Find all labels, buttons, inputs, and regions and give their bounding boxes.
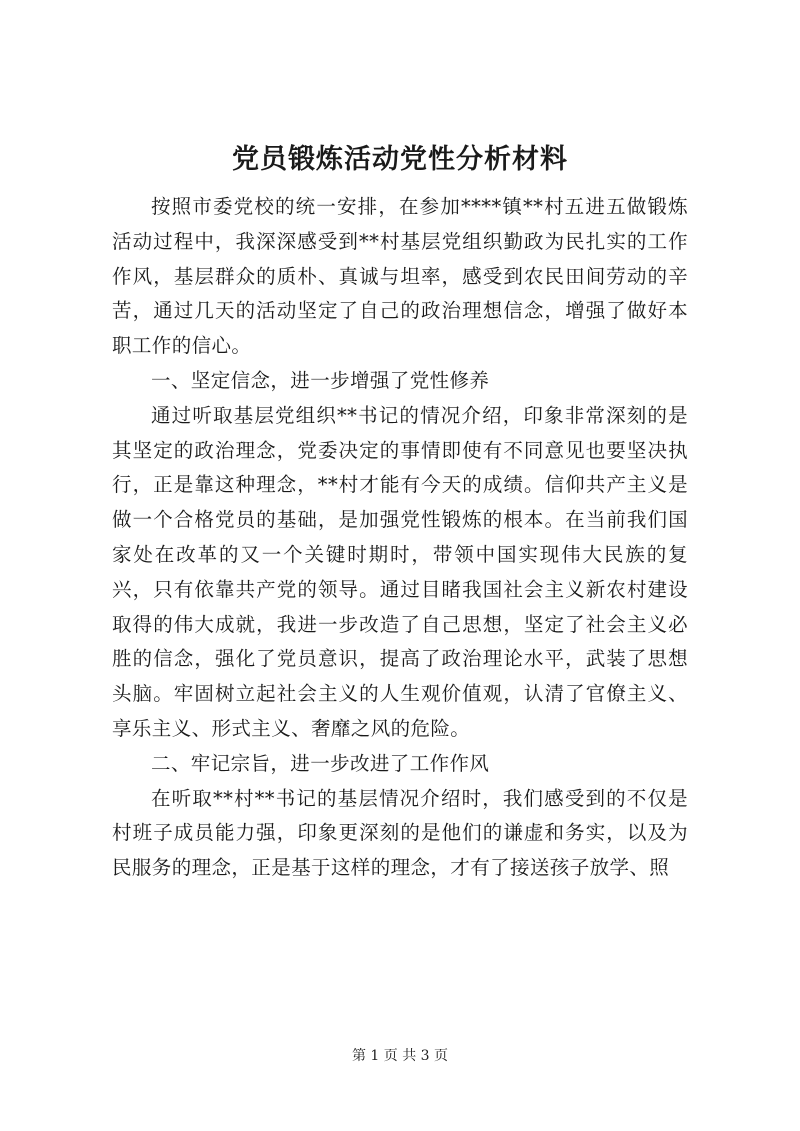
document-title: 党员锻炼活动党性分析材料 [232,144,568,175]
section-heading-1: 一、坚定信念，进一步增强了党性修养 [151,368,490,392]
paragraph-section-1: 通过听取基层党组织**书记的情况介绍，印象非常深刻的是其坚定的政治理念，党委决定的事情即使有不同意见也要坚决执行，正是靠这种理念，**村才能有今天的成绩。信仰共产主义是做一个合格党员的基础，是加强党性锻炼的根本。在当前我们国家处在改革的又一个关键时期时，带领中国实现伟大民族的复兴，只有依靠共产党的领导。通过目睹我国社会主义新农村建设取得的伟大成就，我进一步改造了自己思想，坚定了社会主义必胜的信念，强化了党员意识，提高了政治理论水平，武装了思想头脑。牢固树立起社会主义的人生观价值观，认清了官僚主义、享乐主义、形式主义、奢靡之风的危险。 [112,403,688,740]
page-number-footer: 第 1 页 共 3 页 [351,1048,449,1064]
section-heading-2: 二、牢记宗旨，进一步改进了工作作风 [151,751,490,775]
document-body [112,190,688,886]
paragraph-intro: 按照市委党校的统一安排，在参加****镇**村五进五做锻炼活动过程中，我深深感受到**村基层党组织勤政为民扎实的工作作风，基层群众的质朴、真诚与坦率，感受到农民田间劳动的辛苦，通过几天的活动坚定了自己的政治理想信念，增强了做好本职工作的信心。 [112,195,688,358]
paragraph-section-2: 在听取**村**书记的基层情况介绍时，我们感受到的不仅是村班子成员能力强，印象更深刻的是他们的谦虚和务实，以及为民服务的理念，正是基于这样的理念，才有了接送孩子放学、照 [112,786,688,880]
